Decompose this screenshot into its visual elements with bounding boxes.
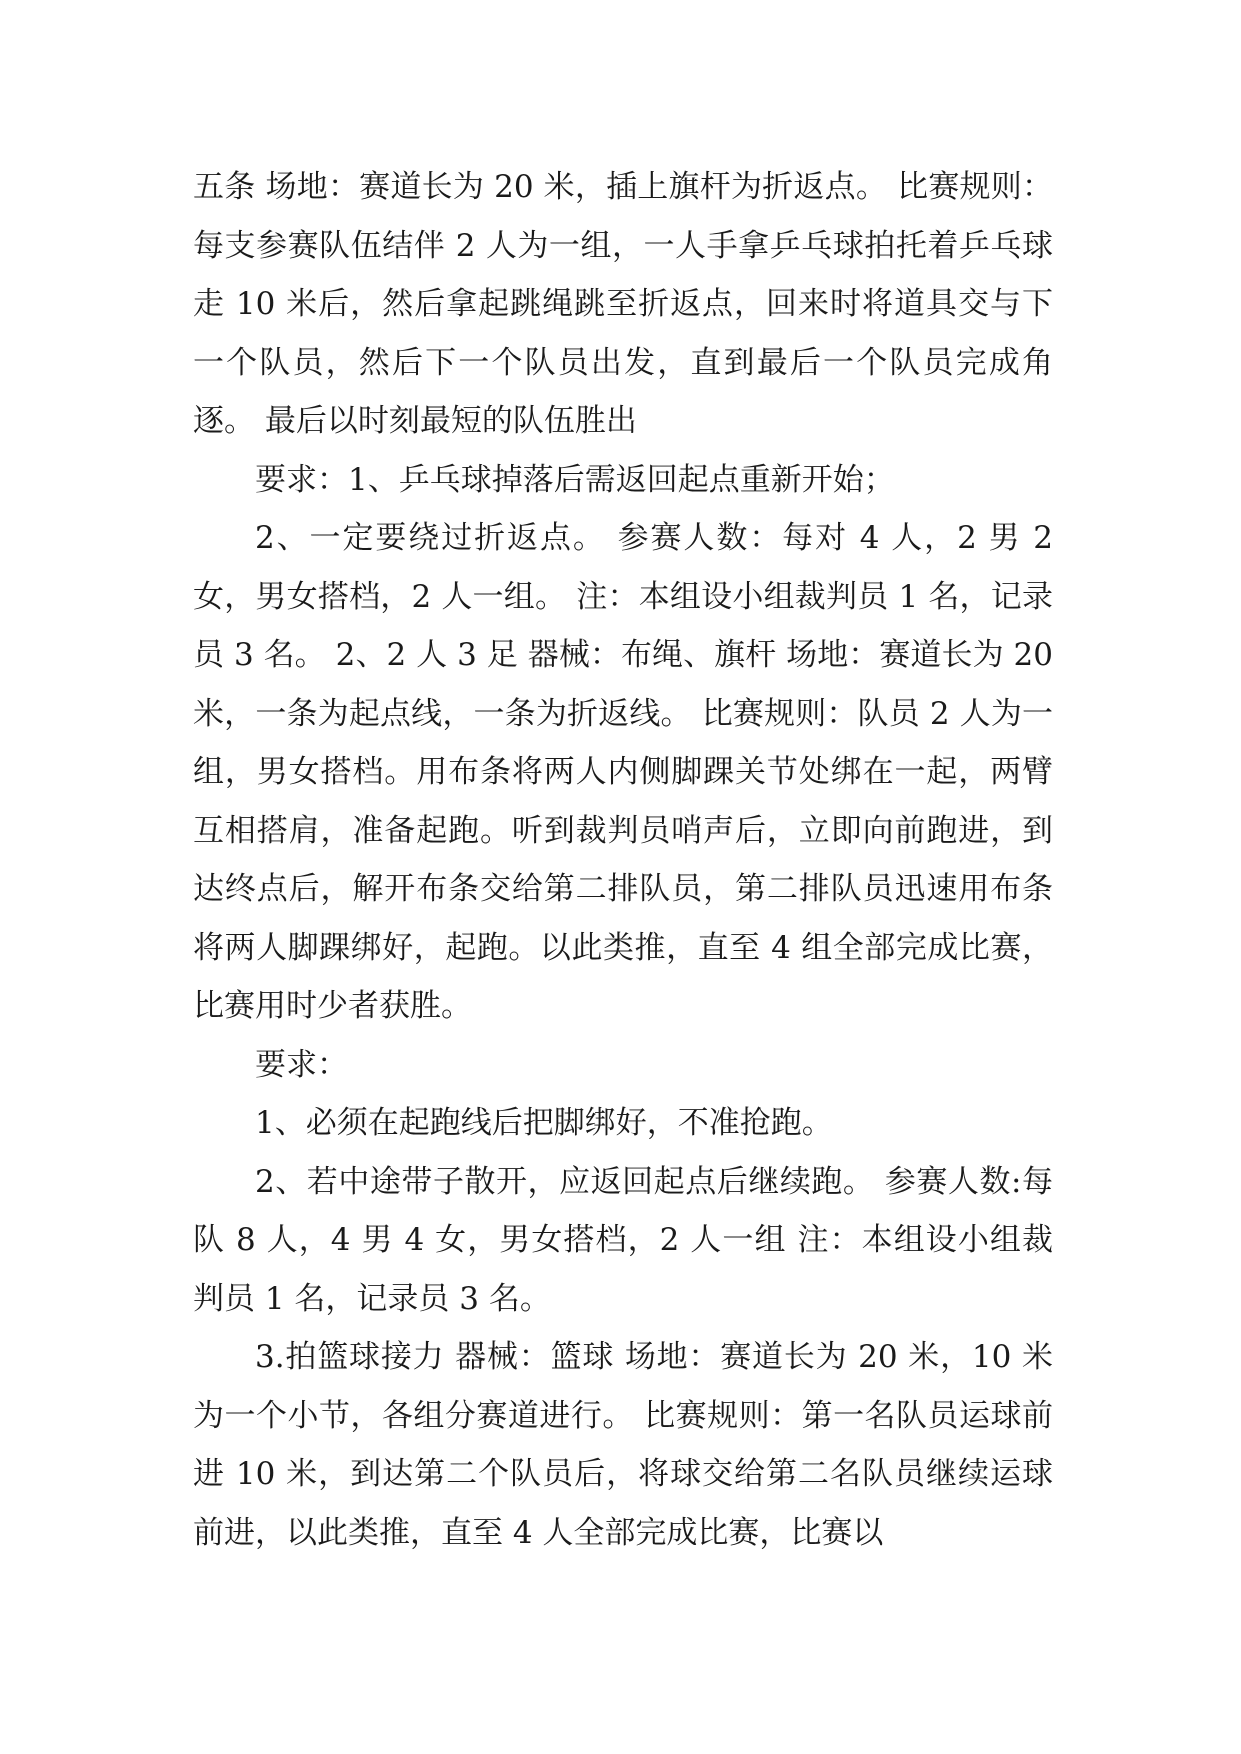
paragraph-basketball-relay: 3.拍篮球接力 器械：篮球 场地：赛道长为 20 米，10 米为一个小节，各组分赛道进行。 比赛规则：第一名队员运球前进 10 米，到达第二个队员后，将球交给第二名队员继续运球前进，以此类推，直至 4 人全部完成比赛，比赛以 (193, 1339, 1053, 1551)
paragraph-requirement-1: 要求：1、乒乓球掉落后需返回起点重新开始； (255, 461, 895, 498)
paragraph-venue-rules: 五条 场地：赛道长为 20 米，插上旗杆为折返点。 比赛规则：每支参赛队伍结伴 2 人为一组，一人手拿乒乓球拍托着乒乓球走 10 米后，然后拿起跳绳跳至折返点，回来时将道具交与下一个队员，然后下一个队员出发，直到最后一个队员完成角逐。 最后以时刻最短的队伍胜出 (193, 169, 1053, 439)
paragraph-requirement-start-line: 1、必须在起跑线后把脚绑好，不准抢跑。 (255, 1105, 833, 1141)
paragraph-requirements-heading: 要求： (255, 1046, 348, 1083)
document-body (193, 158, 1053, 1562)
paragraph-three-legged-race: 2、一定要绕过折返点。 参赛人数：每对 4 人，2 男 2 女，男女搭档，2 人一组。 注：本组设小组裁判员 1 名，记录员 3 名。 2、2 人 3 足 器械：布绳、旗杆 场地：赛道长为 20 米，一条为起点线，一条为折返线。 比赛规则：队员 2 人为一组，男女搭档。用布条将两人内侧脚踝关节处绑在一起，两臂互相搭肩，准备起跑。听到裁判员哨声后，立即向前跑进，到达终点后，解开布条交给第二排队员，第二排队员迅速用布条将两人脚踝绑好，起跑。以此类推，直至 4 组全部完成比赛，比赛用时少者获胜。 (193, 520, 1053, 1024)
paragraph-requirement-loose-strap: 2、若中途带子散开，应返回起点后继续跑。 参赛人数:每队 8 人，4 男 4 女，男女搭档，2 人一组 注：本组设小组裁判员 1 名，记录员 3 名。 (193, 1163, 1053, 1317)
